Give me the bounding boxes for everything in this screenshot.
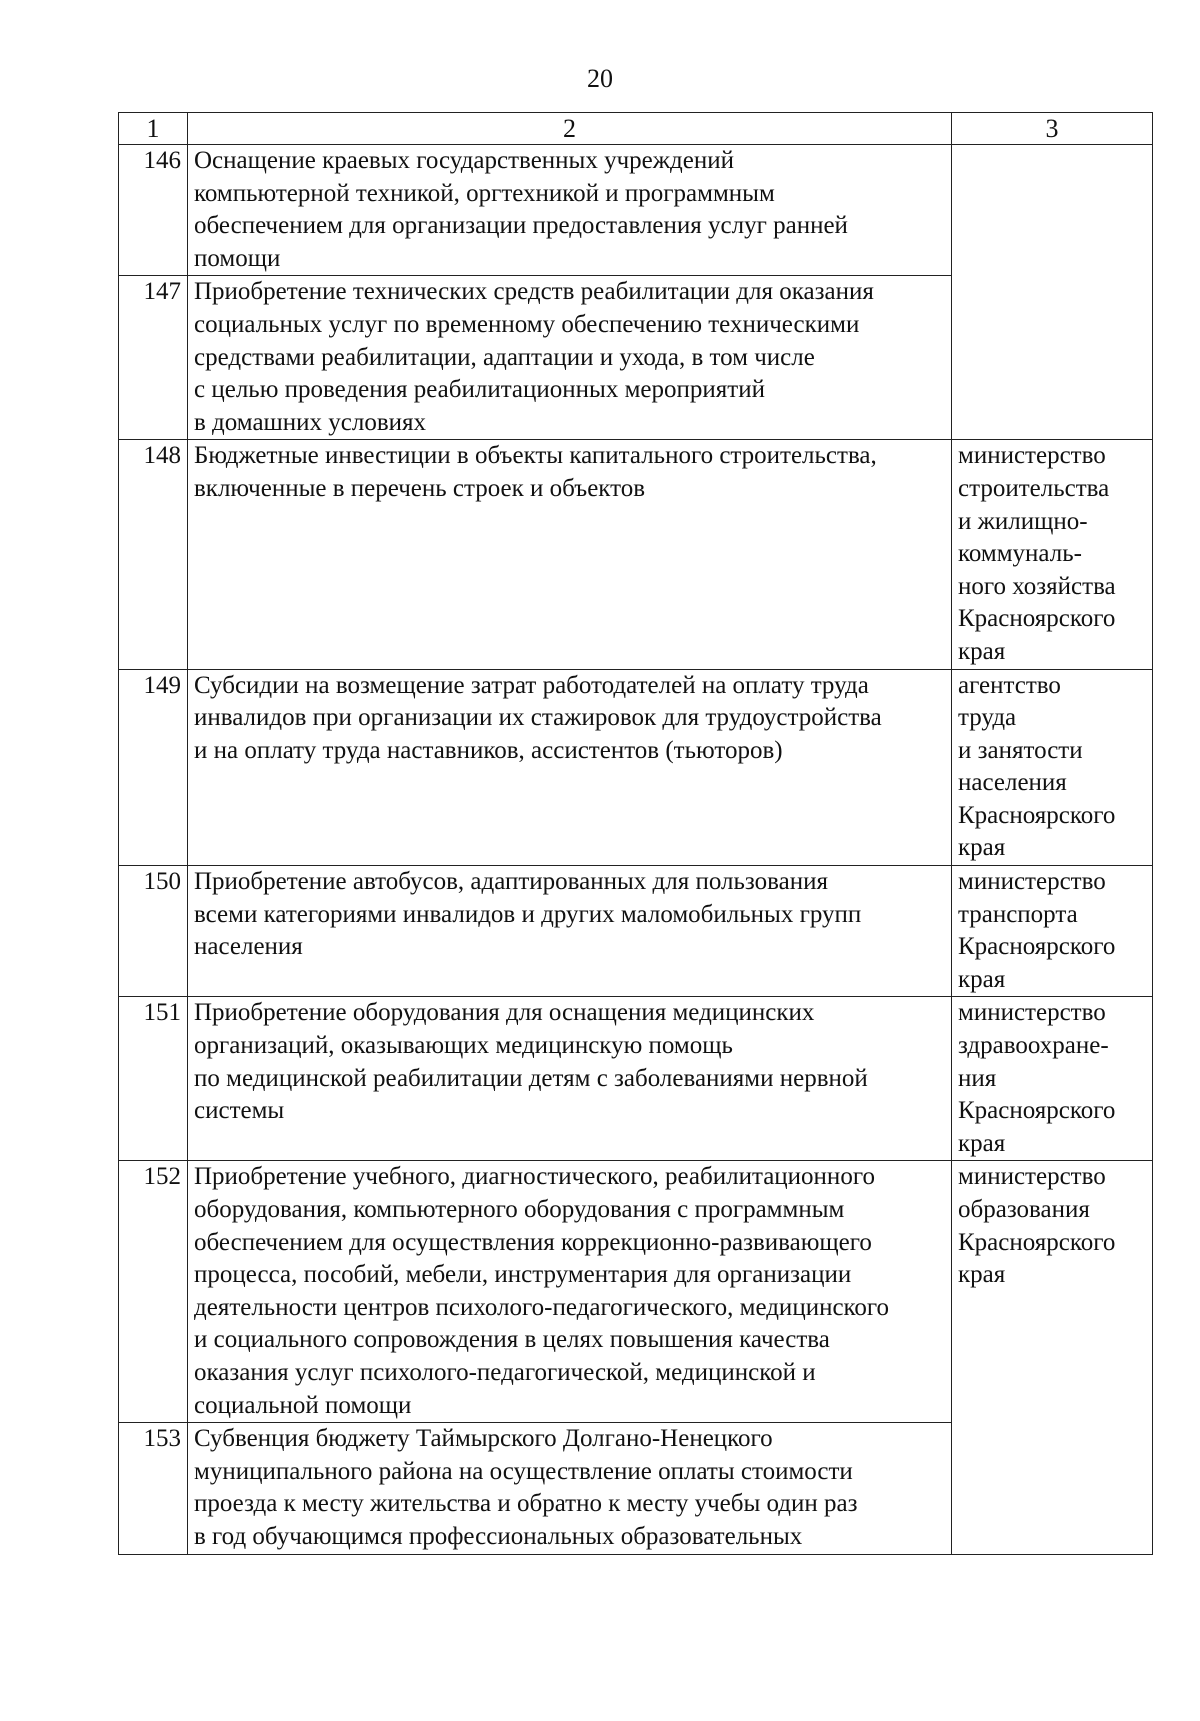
table-row-146 xyxy=(119,145,1153,276)
row-number: 152 xyxy=(119,1161,188,1423)
row-number: 151 xyxy=(119,997,188,1161)
row-description: Субвенция бюджету Таймырского Долгано-Ненецкого муниципального района на осуществление оплаты стоимости проезда к месту жительства и обратно к месту учебы один раз в год обучающимся профессиональных образовательных xyxy=(188,1423,952,1554)
table-row-149 xyxy=(119,669,1153,866)
table-row-150 xyxy=(119,866,1153,997)
row-responsible: агентство труда и занятости населения Красноярского края xyxy=(952,669,1153,866)
row-number: 149 xyxy=(119,669,188,866)
page-number: 20 xyxy=(587,64,613,93)
table-row-152 xyxy=(119,1161,1153,1423)
measures-table xyxy=(118,112,1153,1555)
row-number: 150 xyxy=(119,866,188,997)
row-description: Приобретение автобусов, адаптированных для пользования всеми категориями инвалидов и других маломобильных групп населения xyxy=(188,866,952,997)
header-col-1: 1 xyxy=(119,113,188,145)
row-number: 147 xyxy=(119,276,188,440)
row-description: Приобретение учебного, диагностического, реабилитационного оборудования, компьютерного оборудования с программным обеспечением для осуществления коррекционно-развивающего процесса, пособий, мебели, инструментария для организации деятельности центров психолого-педагогического, медицинского и социального сопровождения в целях повышения качества оказания услуг психолого-педагогической, медицинской и социальной помощи xyxy=(188,1161,952,1423)
table-row-148 xyxy=(119,440,1153,669)
row-number: 146 xyxy=(119,145,188,276)
row-number: 153 xyxy=(119,1423,188,1554)
row-responsible-empty xyxy=(952,145,1153,440)
header-col-2: 2 xyxy=(188,113,952,145)
row-responsible: министерство транспорта Красноярского края xyxy=(952,866,1153,997)
row-responsible: министерство образования Красноярского края xyxy=(952,1161,1153,1554)
row-description: Бюджетные инвестиции в объекты капитального строительства, включенные в перечень строек и объектов xyxy=(188,440,952,669)
row-number: 148 xyxy=(119,440,188,669)
table-header-row xyxy=(119,113,1153,145)
header-col-3: 3 xyxy=(952,113,1153,145)
table-row-151 xyxy=(119,997,1153,1161)
row-description: Приобретение оборудования для оснащения медицинских организаций, оказывающих медицинскую помощь по медицинской реабилитации детям с заболеваниями нервной системы xyxy=(188,997,952,1161)
row-responsible: министерство здравоохране- ния Красноярского края xyxy=(952,997,1153,1161)
row-description: Приобретение технических средств реабилитации для оказания социальных услуг по временному обеспечению техническими средствами реабилитации, адаптации и ухода, в том числе с целью проведения реабилитационных мероприятий в домашних условиях xyxy=(188,276,952,440)
row-description: Субсидии на возмещение затрат работодателей на оплату труда инвалидов при организации их стажировок для трудоустройства и на оплату труда наставников, ассистентов (тьюторов) xyxy=(188,669,952,866)
row-description: Оснащение краевых государственных учреждений компьютерной техникой, оргтехникой и программным обеспечением для организации предоставления услуг ранней помощи xyxy=(188,145,952,276)
row-responsible: министерство строительства и жилищно- коммуналь- ного хозяйства Красноярского края xyxy=(952,440,1153,669)
